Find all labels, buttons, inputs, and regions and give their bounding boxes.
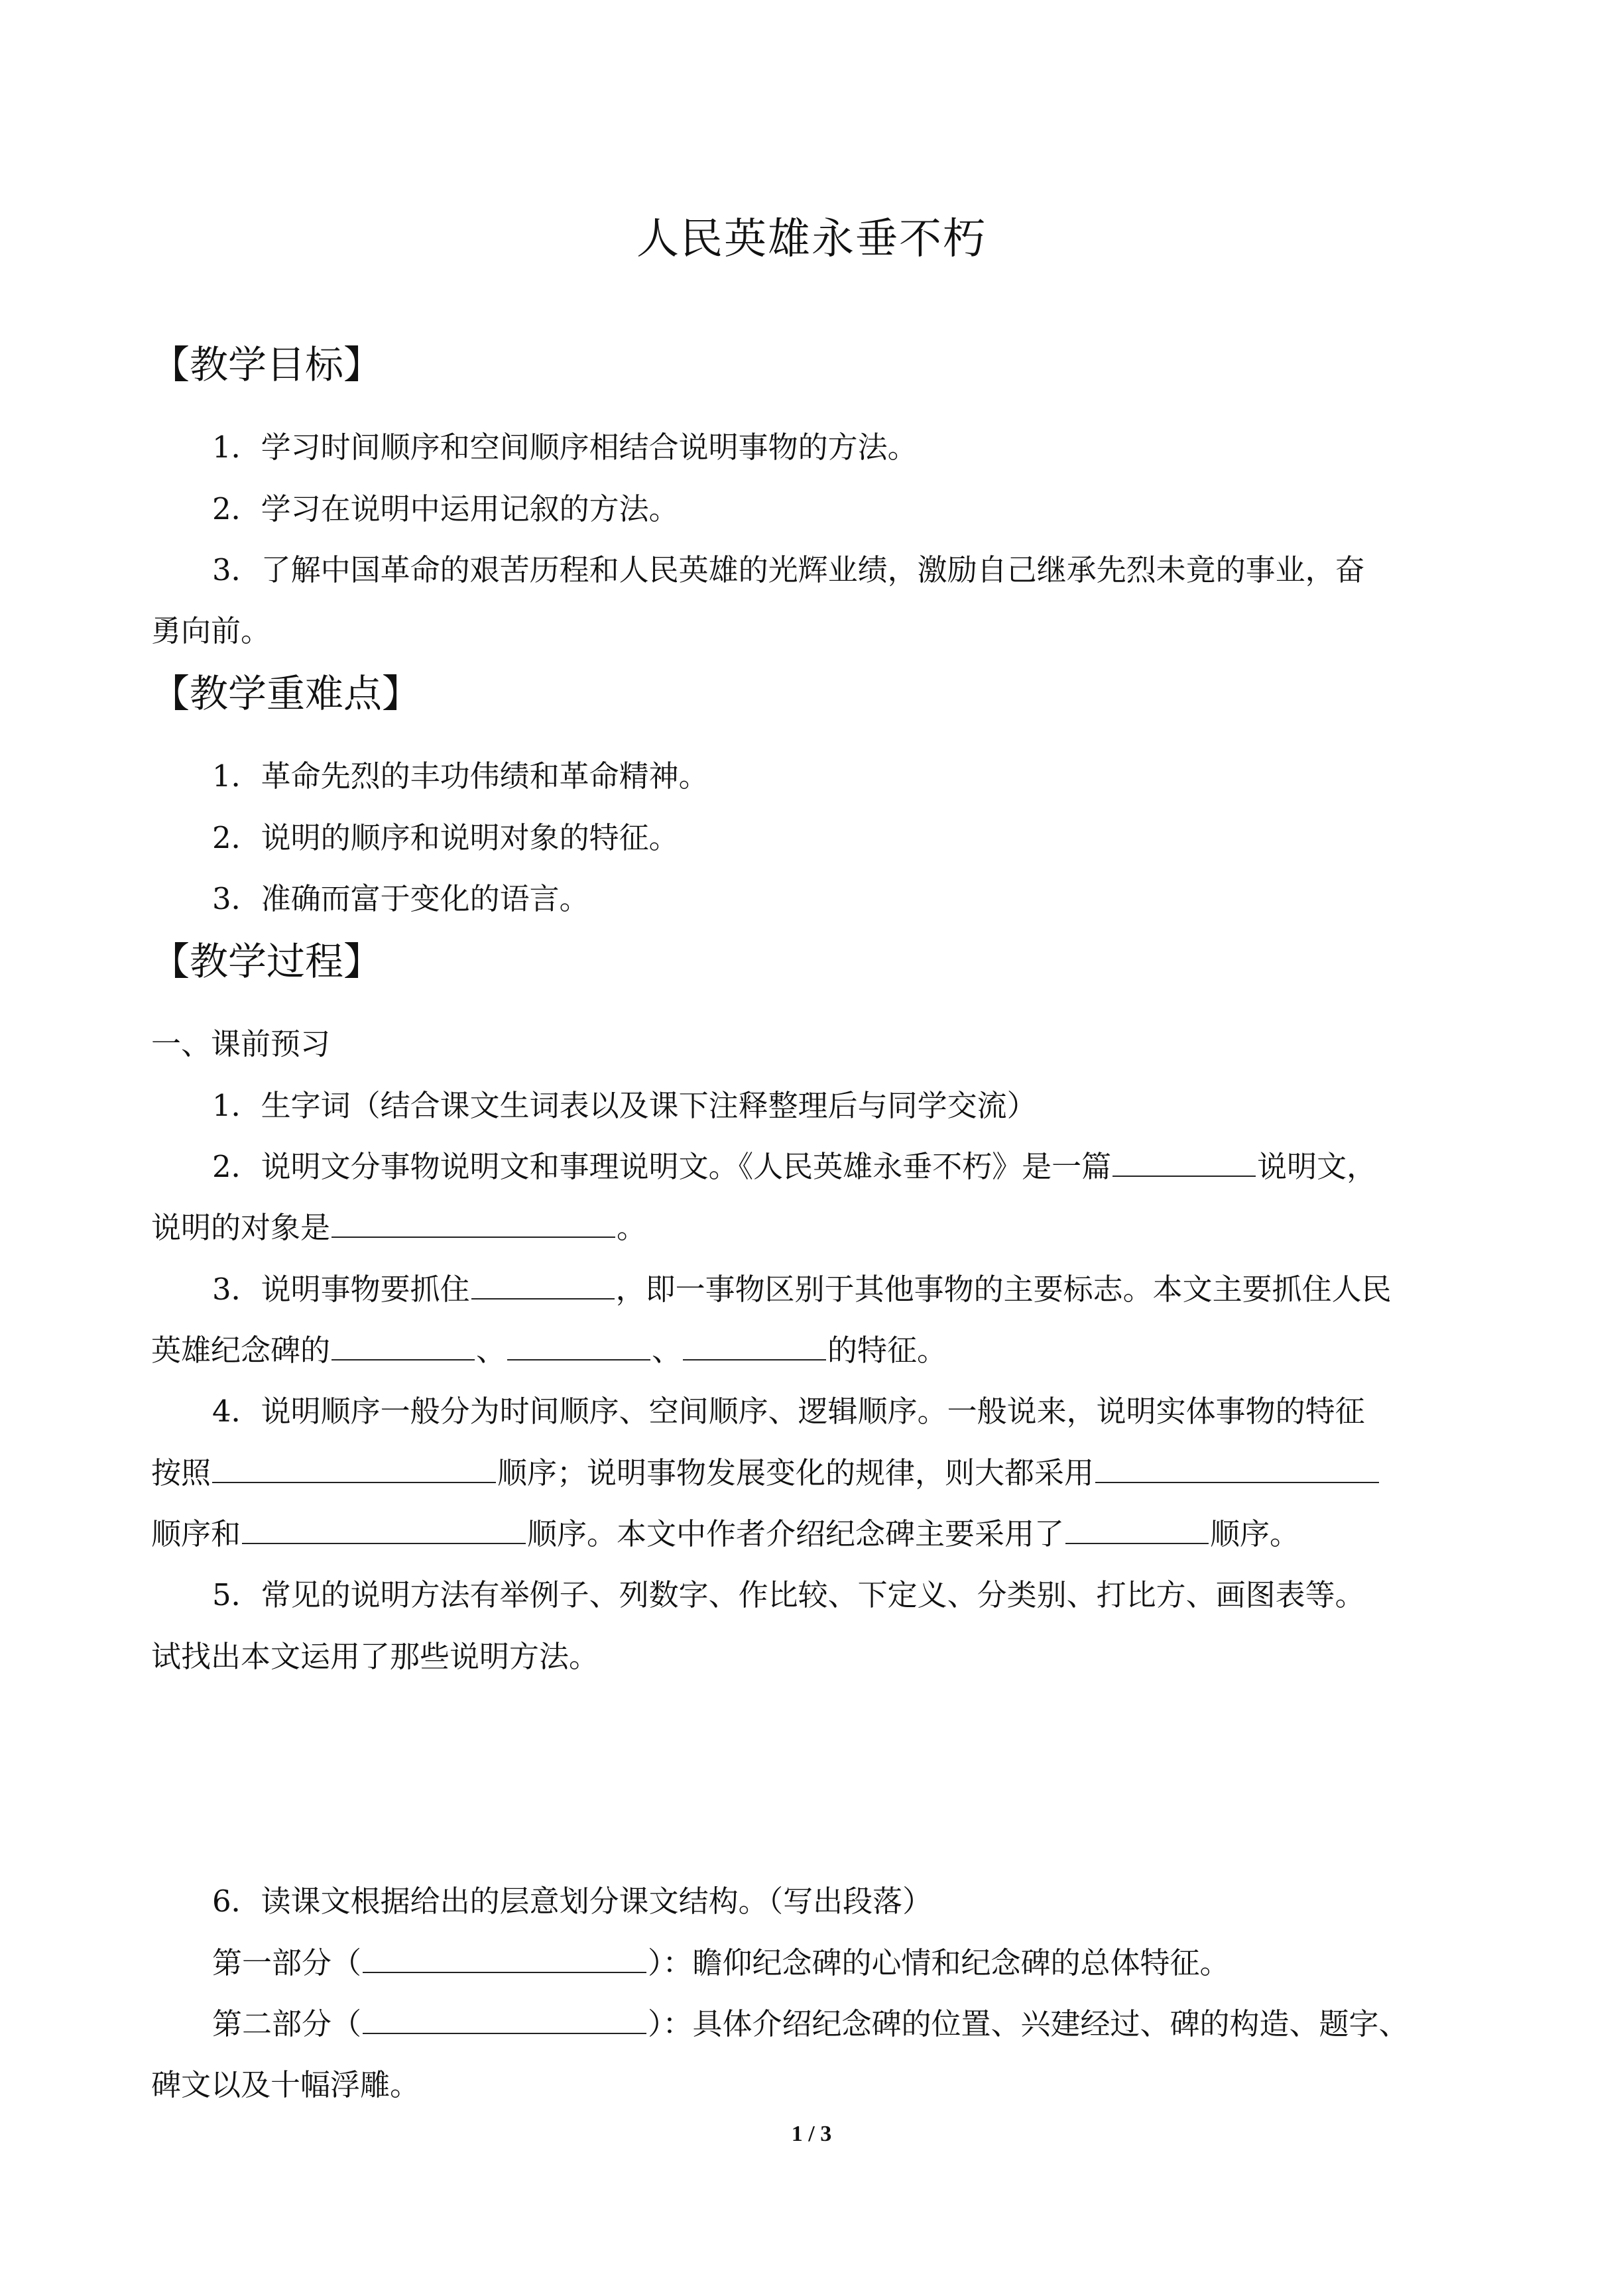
objective-item: 3．了解中国革命的艰苦历程和人民英雄的光辉业绩，激励自己继承先烈未竟的事业，奋 bbox=[212, 552, 1365, 587]
question-6: 6．读课文根据给出的层意划分课文结构。（写出段落） bbox=[212, 1884, 933, 1919]
answer-blank[interactable] bbox=[1065, 1516, 1209, 1544]
question-text: 3．说明事物要抓住 bbox=[212, 1272, 470, 1307]
question-text: ）：瞻仰纪念碑的心情和纪念碑的总体特征。 bbox=[648, 1945, 1230, 1980]
question-5-line-2: 试找出本文运用了那些说明方法。 bbox=[151, 1639, 599, 1674]
answer-blank[interactable] bbox=[331, 1210, 615, 1238]
answer-blank[interactable] bbox=[242, 1516, 526, 1544]
answer-blank[interactable] bbox=[471, 1272, 615, 1299]
question-text: 2．说明文分事物说明文和事理说明文。《人民英雄永垂不朽》是一篇 bbox=[212, 1149, 1112, 1184]
question-text: 顺序。 bbox=[1210, 1516, 1300, 1551]
answer-blank[interactable] bbox=[1095, 1455, 1379, 1483]
structure-part-2 bbox=[212, 2004, 1409, 2045]
page-indicator: 1 / 3 bbox=[791, 2122, 832, 2146]
question-2-line-2 bbox=[151, 1207, 646, 1248]
question-3-line-1 bbox=[212, 1269, 1392, 1310]
question-text: ，即一事物区别于其他事物的主要标志。本文主要抓住人民 bbox=[615, 1272, 1392, 1307]
structure-part-1 bbox=[212, 1943, 1230, 1984]
question-text: 说明文， bbox=[1257, 1149, 1377, 1184]
objective-item: 2．学习在说明中运用记叙的方法。 bbox=[212, 491, 679, 526]
answer-blank[interactable] bbox=[1112, 1149, 1256, 1177]
question-text: 说明的对象是 bbox=[151, 1210, 331, 1245]
question-4-line-1: 4．说明顺序一般分为时间顺序、空间顺序、逻辑顺序。一般说来，说明实体事物的特征 bbox=[212, 1394, 1365, 1429]
answer-blank[interactable] bbox=[331, 1333, 475, 1360]
question-3-line-2 bbox=[151, 1330, 947, 1371]
answer-blank[interactable] bbox=[363, 1945, 646, 1973]
question-text: ）：具体介绍纪念碑的位置、兴建经过、碑的构造、题字、 bbox=[648, 2006, 1409, 2041]
question-text: 。 bbox=[617, 1210, 647, 1245]
page-title: 人民英雄永垂不朽 bbox=[636, 215, 987, 264]
question-text: 顺序；说明事物发展变化的规律，则大都采用 bbox=[497, 1455, 1095, 1490]
question-5-line-1: 5．常见的说明方法有举例子、列数字、作比较、下定义、分类别、打比方、画图表等。 bbox=[212, 1577, 1365, 1612]
question-text: 顺序和 bbox=[151, 1516, 241, 1551]
question-text: 第二部分（ bbox=[212, 2006, 362, 2041]
preview-heading: 一、课前预习 bbox=[151, 1026, 331, 1061]
section-heading-objectives: 【教学目标】 bbox=[151, 342, 383, 387]
question-4-line-3 bbox=[151, 1514, 1299, 1555]
question-2-line-1 bbox=[212, 1146, 1376, 1187]
section-heading-key-points: 【教学重难点】 bbox=[151, 671, 421, 716]
answer-blank[interactable] bbox=[363, 2006, 646, 2034]
question-text: 的特征。 bbox=[827, 1333, 947, 1368]
question-text: 顺序。本文中作者介绍纪念碑主要采用了 bbox=[527, 1516, 1065, 1551]
question-text: 英雄纪念碑的 bbox=[151, 1333, 331, 1368]
structure-part-2-continuation: 碑文以及十幅浮雕。 bbox=[151, 2067, 420, 2102]
key-point-item: 3．准确而富于变化的语言。 bbox=[212, 881, 589, 916]
objective-item: 1．学习时间顺序和空间顺序相结合说明事物的方法。 bbox=[212, 430, 918, 465]
question-1: 1．生字词（结合课文生词表以及课下注释整理后与同学交流） bbox=[212, 1088, 1037, 1123]
answer-blank[interactable] bbox=[683, 1333, 826, 1360]
key-point-item: 1．革命先烈的丰功伟绩和革命精神。 bbox=[212, 758, 709, 794]
question-text: 、 bbox=[652, 1333, 682, 1368]
question-text: 、 bbox=[476, 1333, 507, 1368]
question-text: 第一部分（ bbox=[212, 1945, 362, 1980]
question-text: 按照 bbox=[151, 1455, 211, 1490]
key-point-item: 2．说明的顺序和说明对象的特征。 bbox=[212, 820, 679, 855]
answer-blank[interactable] bbox=[507, 1333, 650, 1360]
answer-blank[interactable] bbox=[212, 1455, 496, 1483]
objective-item-continuation: 勇向前。 bbox=[151, 613, 271, 648]
question-4-line-2 bbox=[151, 1453, 1380, 1494]
section-heading-process: 【教学过程】 bbox=[151, 939, 383, 984]
